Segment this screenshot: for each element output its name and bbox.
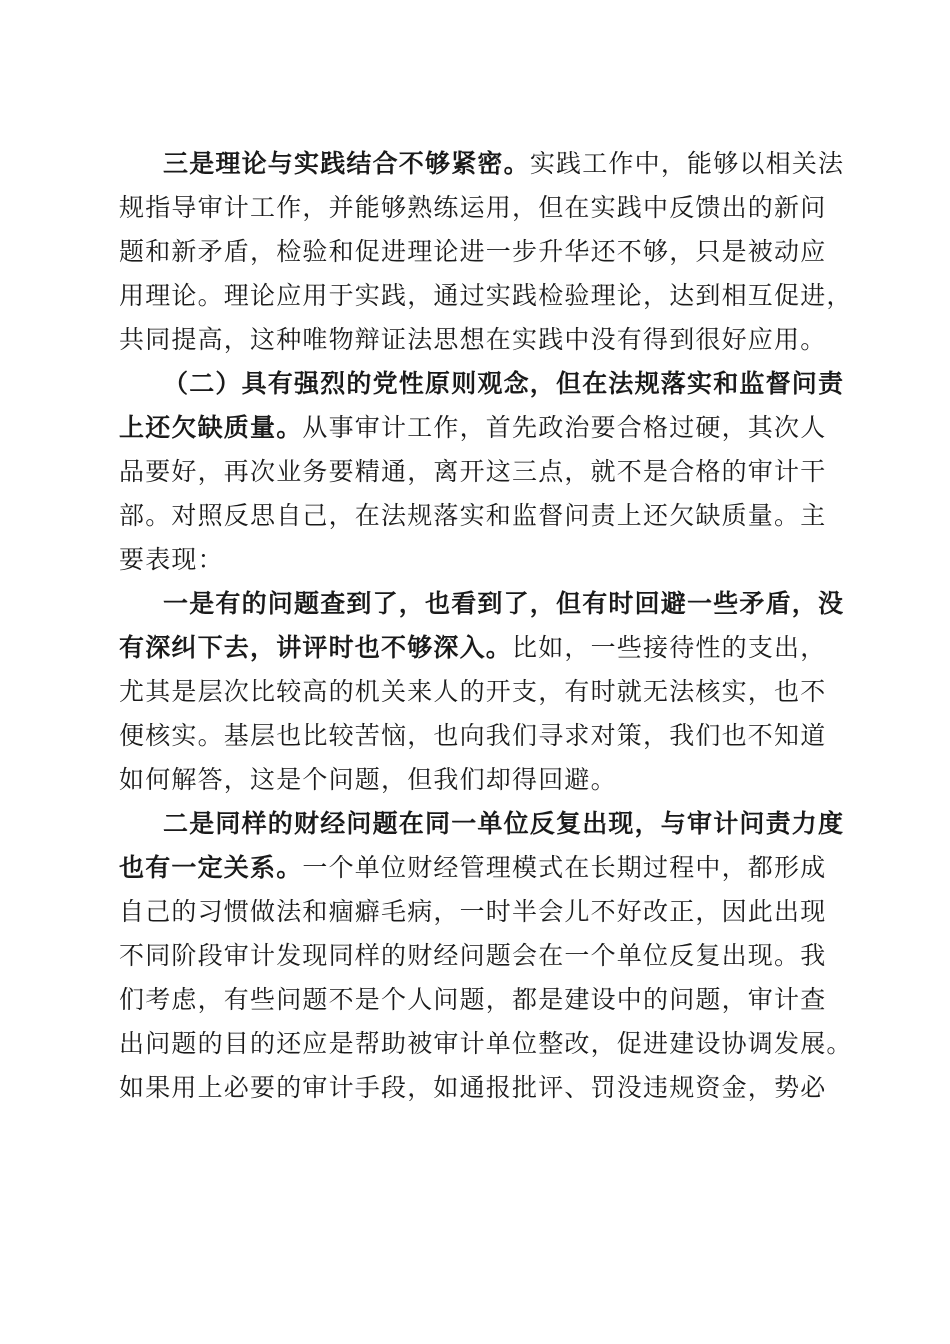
paragraph-line bbox=[119, 758, 839, 802]
paragraph-line bbox=[119, 934, 839, 978]
body-text: 要表现： bbox=[119, 545, 224, 574]
bold-lead-text: 二是同样的财经问题在同一单位反复出现，与审计问责力度 bbox=[163, 809, 845, 838]
paragraph-line bbox=[119, 362, 845, 406]
bold-lead-text: 一是有的问题查到了，也看到了，但有时回避一些矛盾，没 bbox=[163, 589, 845, 618]
body-text: 自己的习惯做法和痼癖毛病，一时半会儿不好改正，因此出现 bbox=[119, 897, 827, 926]
body-text: 用理论。理论应用于实践，通过实践检验理论，达到相互促进， bbox=[119, 281, 853, 310]
paragraph-line bbox=[119, 582, 845, 626]
body-text: 实践工作中，能够以相关法 bbox=[529, 149, 845, 178]
body-text: 从事审计工作，首先政治要合格过硬，其次人 bbox=[302, 413, 827, 442]
paragraph-line bbox=[119, 230, 839, 274]
paragraph-line bbox=[119, 1022, 853, 1066]
paragraph-line bbox=[119, 494, 839, 538]
paragraph-line bbox=[119, 142, 845, 186]
body-text: 部。对照反思自己，在法规落实和监督问责上还欠缺质量。主 bbox=[119, 501, 827, 530]
body-text: 不同阶段审计发现同样的财经问题会在一个单位反复出现。我 bbox=[119, 941, 827, 970]
body-text: 一个单位财经管理模式在长期过程中，都形成 bbox=[302, 853, 827, 882]
paragraph-line bbox=[119, 670, 839, 714]
body-text: 品要好，再次业务要精通，离开这三点，就不是合格的审计干 bbox=[119, 457, 827, 486]
paragraph-line bbox=[119, 538, 839, 582]
paragraph-line bbox=[119, 846, 839, 890]
paragraph-line bbox=[119, 890, 839, 934]
body-text: 便核实。基层也比较苦恼，也向我们寻求对策，我们也不知道 bbox=[119, 721, 827, 750]
body-text: 规指导审计工作，并能够熟练运用，但在实践中反馈出的新问 bbox=[119, 193, 827, 222]
paragraph-line bbox=[119, 1066, 839, 1110]
body-text: 尤其是层次比较高的机关来人的开支，有时就无法核实，也不 bbox=[119, 677, 827, 706]
body-text: 出问题的目的还应是帮助被审计单位整改，促进建设协调发展。 bbox=[119, 1029, 853, 1058]
paragraph-line bbox=[119, 406, 839, 450]
paragraph-line bbox=[119, 714, 839, 758]
paragraph-line bbox=[119, 186, 839, 230]
body-text: 比如，一些接待性的支出， bbox=[512, 633, 827, 662]
body-text: 如果用上必要的审计手段，如通报批评、罚没违规资金，势必 bbox=[119, 1073, 827, 1102]
body-text: 题和新矛盾，检验和促进理论进一步升华还不够，只是被动应 bbox=[119, 237, 827, 266]
body-text: 如何解答，这是个问题，但我们却得回避。 bbox=[119, 765, 617, 794]
paragraph-line bbox=[119, 318, 839, 362]
document-body bbox=[119, 142, 853, 1110]
bold-lead-text: 三是理论与实践结合不够紧密。 bbox=[163, 149, 530, 178]
body-text: 共同提高，这种唯物辩证法思想在实践中没有得到很好应用。 bbox=[119, 325, 827, 354]
paragraph-line bbox=[119, 802, 845, 846]
paragraph-line bbox=[119, 626, 839, 670]
section-heading: 上还欠缺质量。 bbox=[119, 413, 303, 442]
bold-lead-text: 有深纠下去，讲评时也不够深入。 bbox=[119, 633, 513, 662]
paragraph-line bbox=[119, 274, 853, 318]
section-heading: （二）具有强烈的党性原则观念，但在法规落实和监督问责 bbox=[163, 369, 845, 398]
body-text: 们考虑，有些问题不是个人问题，都是建设中的问题，审计查 bbox=[119, 985, 827, 1014]
paragraph-line bbox=[119, 450, 839, 494]
paragraph-line bbox=[119, 978, 839, 1022]
bold-lead-text: 也有一定关系。 bbox=[119, 853, 303, 882]
